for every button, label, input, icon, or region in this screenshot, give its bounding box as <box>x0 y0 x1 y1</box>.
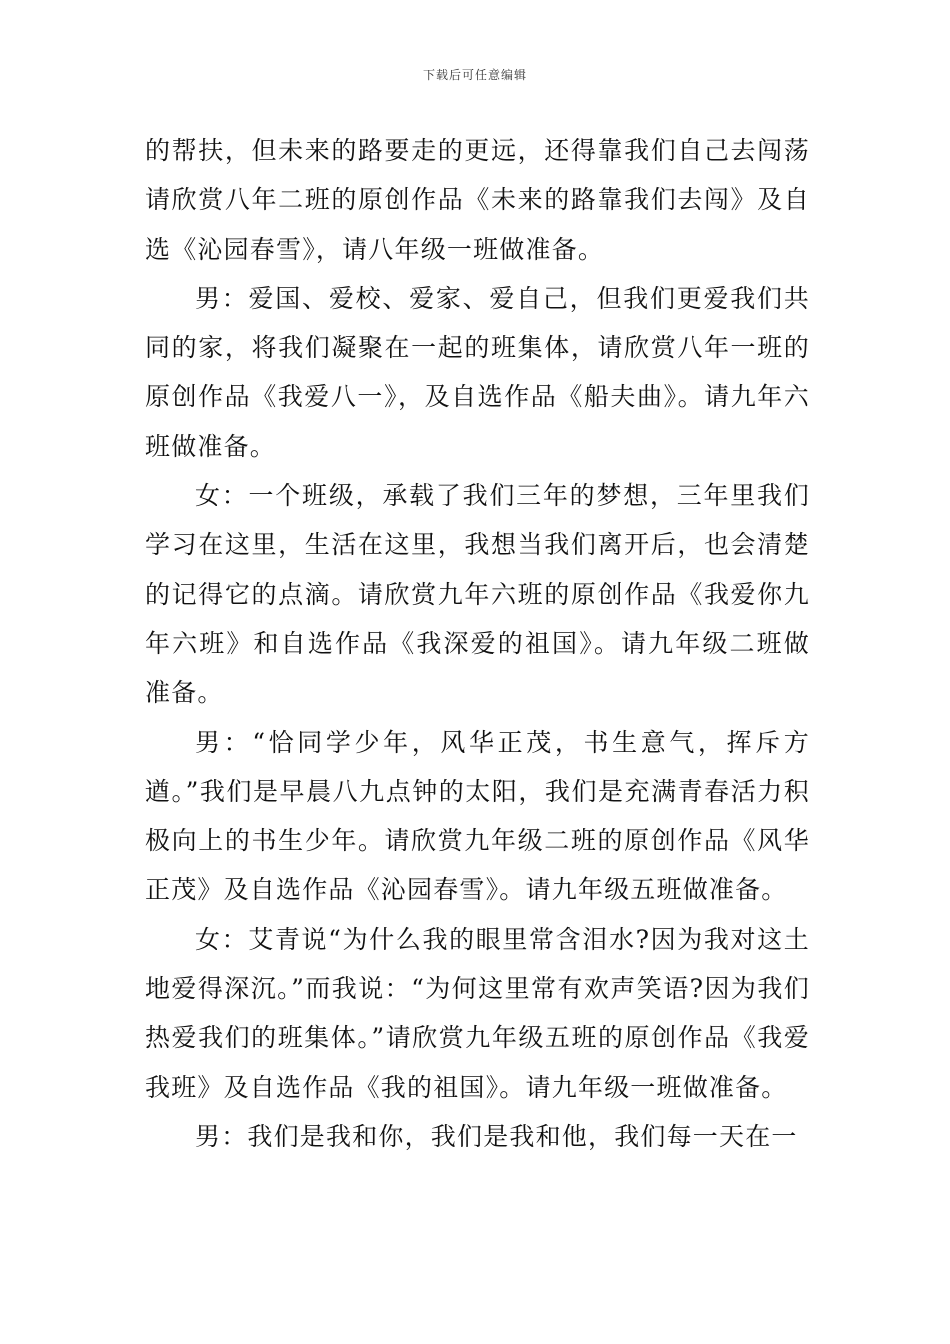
paragraph-male-speaker-1: 男：爱国、爱校、爱家、爱自己，但我们更爱我们共同的家，将我们凝聚在一起的班集体，请欣赏八年一班的原创作品《我爱八一》，及自选作品《船夫曲》。请九年六班做准备。 <box>145 283 810 461</box>
document-body <box>145 126 810 1161</box>
paragraph-male-speaker-3: 男：我们是我和你，我们是我和他，我们每一天在一 <box>195 1121 798 1151</box>
page-header-note: 下载后可任意编辑 <box>422 68 527 82</box>
paragraph-female-speaker-2: 女：艾青说“为什么我的眼里常含泪水?因为我对这土地爱得深沉。”而我说：“为何这里常有欢声笑语?因为我们热爱我们的班集体。”请欣赏九年级五班的原创作品《我爱我班》及自选作品《我的祖国》。请九年级一班做准备。 <box>145 924 810 1102</box>
paragraph-male-speaker-2: 男：“恰同学少年，风华正茂，书生意气，挥斥方遒。”我们是早晨八九点钟的太阳，我们是充满青春活力积极向上的书生少年。请欣赏九年级二班的原创作品《风华正茂》及自选作品《沁园春雪》。请九年级五班做准备。 <box>145 727 810 905</box>
paragraph-female-speaker-1: 女：一个班级，承载了我们三年的梦想，三年里我们学习在这里，生活在这里，我想当我们离开后，也会清楚的记得它的点滴。请欣赏九年六班的原创作品《我爱你九年六班》和自选作品《我深爱的祖国》。请九年级二班做准备。 <box>145 481 810 708</box>
paragraph-continuation: 的帮扶，但未来的路要走的更远，还得靠我们自己去闯荡请欣赏八年二班的原创作品《未来的路靠我们去闯》及自选《沁园春雪》，请八年级一班做准备。 <box>145 136 810 264</box>
